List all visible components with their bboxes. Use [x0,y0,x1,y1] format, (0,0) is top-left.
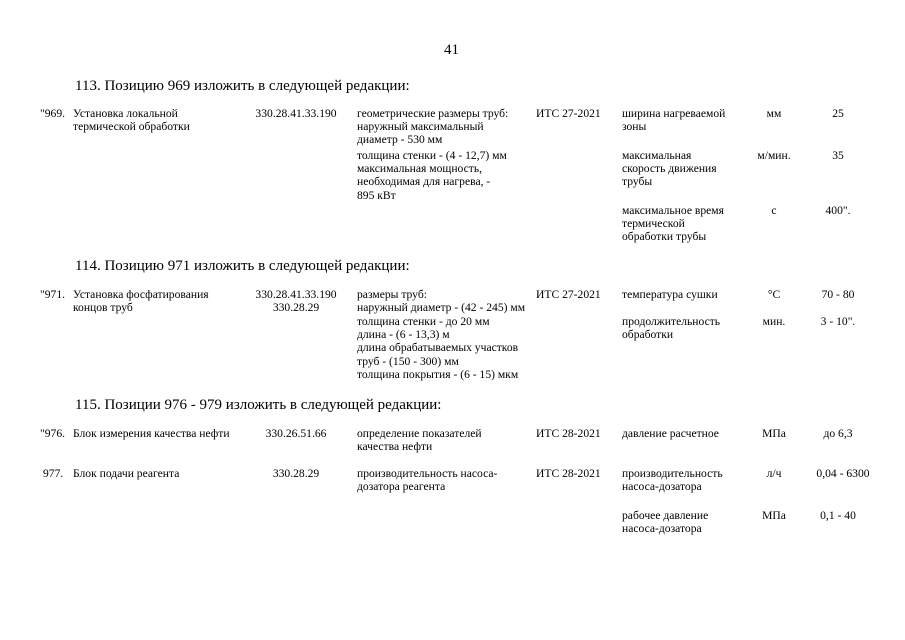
row-name: Установка фосфатирования концов труб [73,288,209,315]
row-number: "971. [40,288,66,301]
row-code: 330.28.29 [272,467,320,480]
param-unit: м/мин. [757,149,791,162]
param-name: температура сушки [622,288,718,301]
row-description: производительность насоса- дозатора реагента [357,467,498,494]
row-description-continued: толщина стенки - до 20 мм длина - (6 - 13,3) м длина обрабатываемых участков труб - (150 - 300) мм толщина покрытия - (6 - 15) мкм [357,315,519,381]
param-name: ширина нагреваемой зоны [622,107,726,134]
param-value: 35 [832,149,844,162]
row-its: ИТС 27-2021 [536,288,601,301]
param-value: 400". [825,204,851,217]
row-its: ИТС 28-2021 [536,467,601,480]
row-name: Блок измерения качества нефти [73,427,230,440]
row-number: 977. [43,467,64,480]
section-heading-114: 114. Позицию 971 изложить в следующей редакции: [75,258,410,274]
section-heading-115: 115. Позиции 976 - 979 изложить в следующей редакции: [75,397,442,413]
param-value: до 6,3 [823,427,853,440]
page-number: 41 [444,42,459,58]
param-value: 0,1 - 40 [820,509,856,522]
row-number: "976. [40,427,66,440]
param-unit: с [771,204,777,217]
param-value: 0,04 - 6300 [816,467,870,480]
param-unit: мин. [762,315,786,328]
row-number: "969. [40,107,66,120]
param-name: продолжительность обработки [622,315,721,342]
param-unit: мм [766,107,782,120]
row-description: геометрические размеры труб: наружный максимальный диаметр - 530 мм [357,107,509,147]
row-name: Установка локальной термической обработки [73,107,190,134]
param-name: рабочее давление насоса-дозатора [622,509,709,536]
param-name: максимальное время термической обработки трубы [622,204,724,244]
param-name: производительность насоса-дозатора [622,467,723,494]
param-name: давление расчетное [622,427,719,440]
param-value: 3 - 10". [820,315,856,328]
param-name: максимальная скорость движения трубы [622,149,717,189]
row-code: 330.28.41.33.190 330.28.29 [255,288,337,315]
row-its: ИТС 27-2021 [536,107,601,120]
row-code: 330.26.51.66 [265,427,327,440]
row-description-continued: толщина стенки - (4 - 12,7) мм максимальная мощность, необходимая для нагрева, - 895 кВт [357,149,507,202]
param-value: 25 [832,107,844,120]
row-name: Блок подачи реагента [73,467,180,480]
param-value: 70 - 80 [821,288,855,301]
row-its: ИТС 28-2021 [536,427,601,440]
param-unit: МПа [762,509,786,522]
row-description: определение показателей качества нефти [357,427,482,454]
param-unit: л/ч [766,467,782,480]
section-heading-113: 113. Позицию 969 изложить в следующей редакции: [75,78,410,94]
param-unit: МПа [762,427,786,440]
row-code: 330.28.41.33.190 [255,107,337,120]
row-description: размеры труб: наружный диаметр - (42 - 245) мм [357,288,526,315]
param-unit: °C [767,288,781,301]
